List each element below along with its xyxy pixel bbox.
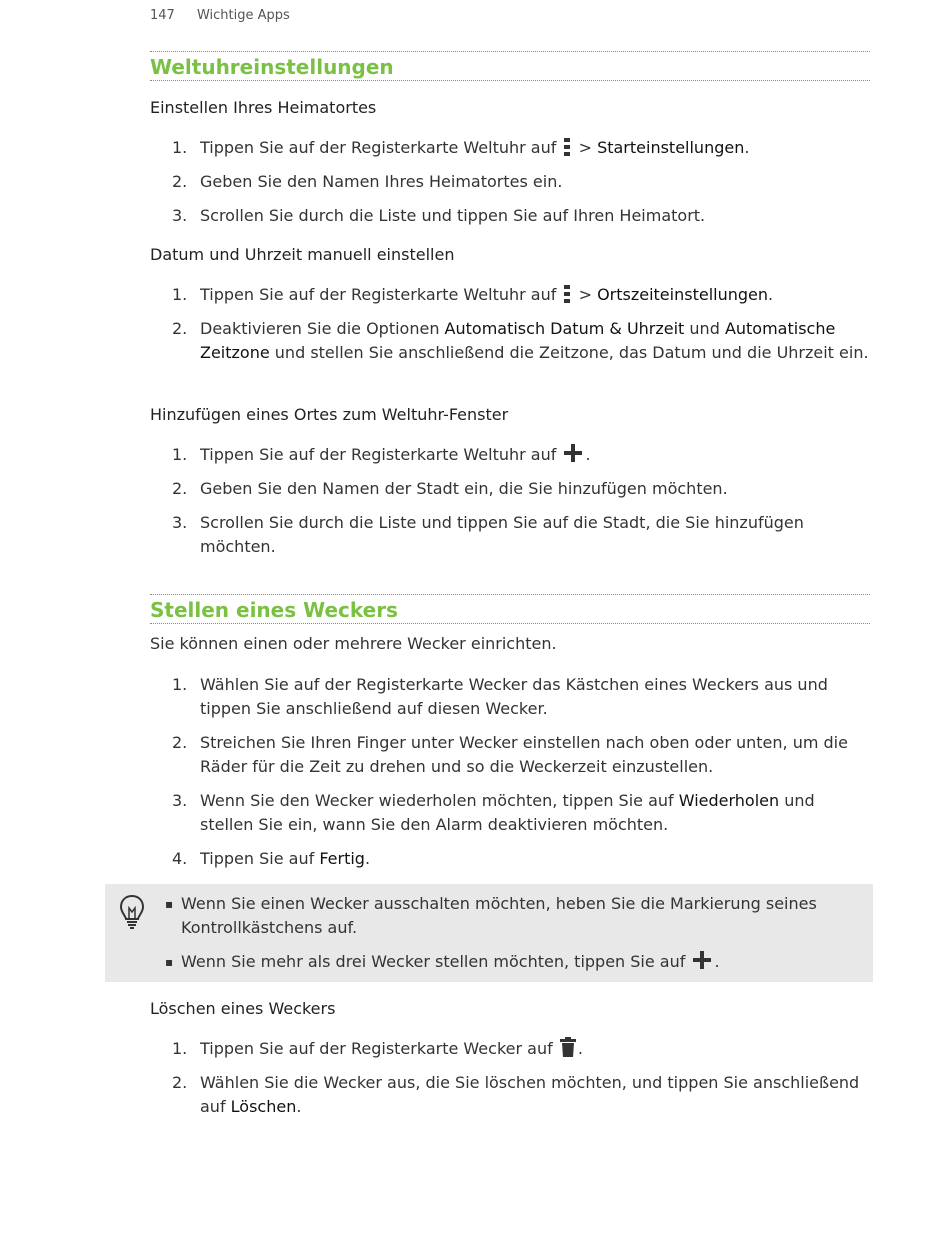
subheading-manual: Datum und Uhrzeit manuell einstellen [150,245,455,264]
section-title-weltuhr: Weltuhreinstellungen [150,51,870,81]
subheading-home: Einstellen Ihres Heimatortes [150,98,377,117]
list-manual [150,283,870,375]
list-item: 3. Wenn Sie den Wecker wiederholen möchten, tippen Sie auf Wiederholen und stellen Sie ein, wann Sie den Alarm deaktivieren möchten. [172,791,815,834]
list-item: 1. Tippen Sie auf der Registerkarte Weltuhr auf . [172,445,591,464]
tip-item: ▪ Wenn Sie mehr als drei Wecker stellen möchten, tippen Sie auf . [165,952,720,971]
list-item: 1. Wählen Sie auf der Registerkarte Wecker das Kästchen eines Weckers aus und tippen Sie anschließend auf diesen Wecker. [172,675,828,718]
subheading-delete: Löschen eines Weckers [150,999,336,1018]
page-number: 147 [150,8,175,23]
list-item: 2. Geben Sie den Namen der Stadt ein, die Sie hinzufügen möchten. [172,479,728,498]
tip-list [165,892,855,984]
list-item: 2. Streichen Sie Ihren Finger unter Wecker einstellen nach oben oder unten, um die Räder für die Zeit zu drehen und so die Weckerzeit einzustellen. [172,733,848,776]
section-title-wecker: Stellen eines Weckers [150,594,870,624]
list-alarm [150,673,870,881]
running-header: Wichtige Apps [196,8,290,23]
list-item: 3. Scrollen Sie durch die Liste und tippen Sie auf Ihren Heimatort. [172,206,706,225]
list-item: 2. Geben Sie den Namen Ihres Heimatortes ein. [172,172,563,191]
list-add-location [150,443,870,569]
plus-icon [563,443,583,463]
list-item: 2. Deaktivieren Sie die Optionen Automatisch Datum & Uhrzeit und Automatische Zeitzone und stellen Sie anschließend die Zeitzone, das Datum und die Uhrzeit ein. [172,319,869,362]
list-item: 3. Scrollen Sie durch die Liste und tippen Sie auf die Stadt, die Sie hinzufügen möchten. [172,513,804,556]
list-item: 1. Tippen Sie auf der Registerkarte Weltuhr auf > Ortszeiteinstellungen. [172,285,774,304]
list-item: 2. Wählen Sie die Wecker aus, die Sie löschen möchten, und tippen Sie anschließend auf Löschen. [172,1073,860,1116]
list-item: 1. Tippen Sie auf der Registerkarte Weltuhr auf > Starteinstellungen. [172,138,750,157]
tip-box [105,884,873,982]
plus-icon [692,950,712,970]
intro-text: Sie können einen oder mehrere Wecker einrichten. [150,634,557,653]
lightbulb-icon [119,894,145,930]
trash-icon [560,1037,576,1057]
menu-icon [563,138,571,156]
subheading-add-location: Hinzufügen eines Ortes zum Weltuhr-Fenster [150,405,509,424]
list-item: 1. Tippen Sie auf der Registerkarte Wecker auf . [172,1039,583,1058]
menu-icon [563,285,571,303]
tip-item: ▪ Wenn Sie einen Wecker ausschalten möchten, heben Sie die Markierung seines Kontrollkästchens auf. [165,894,817,937]
page-header [150,8,290,23]
list-home [150,136,870,238]
list-delete [150,1037,870,1129]
list-item: 4. Tippen Sie auf Fertig. [172,849,371,868]
